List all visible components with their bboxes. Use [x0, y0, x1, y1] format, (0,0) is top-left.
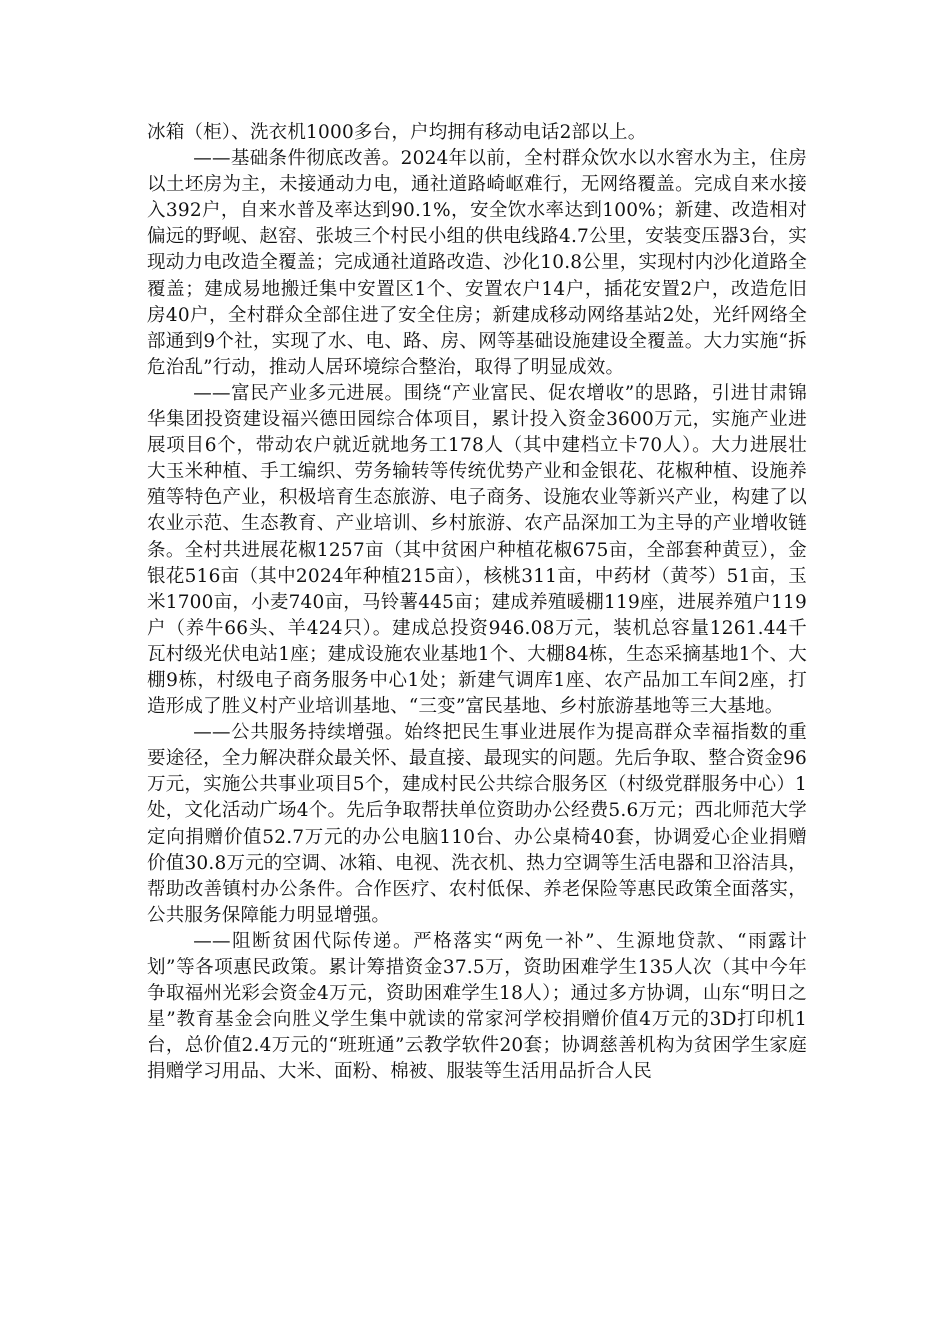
- paragraph-education: ——阻断贫困代际传递。严格落实“两免一补”、生源地贷款、“雨露计划”等各项惠民政策。累计筹措资金37.5万，资助困难学生135人次（其中今年争取福州光彩会资金4万元，资助困难学生18人）；通过多方协调，山东“明日之星”教育基金会向胜义学生集中就读的常家河学校捐赠价值4万元的3D打印机1台，总价值2.4万元的“班班通”云教学软件20套；协调慈善机构为贫困学生家庭捐赠学习用品、大米、面粉、棉被、服装等生活用品折合人民: [147, 930, 807, 1083]
- paragraph-public-service: ——公共服务持续增强。始终把民生事业进展作为提高群众幸福指数的重要途径，全力解决群众最关怀、最直接、最现实的问题。先后争取、整合资金96万元，实施公共事业项目5个，建成村民公共综合服务区（村级党群服务中心）1处，文化活动广场4个。先后争取帮扶单位资助办公经费5.6万元；西北师范大学定向捐赠价值52.7万元的办公电脑110台、办公桌椅40套，协调爱心企业捐赠价值30.8万元的空调、冰箱、电视、洗衣机、热力空调等生活电器和卫浴洁具，帮助改善镇村办公条件。合作医疗、农村低保、养老保险等惠民政策全面落实，公共服务保障能力明显增强。: [147, 722, 807, 926]
- paragraph-industry: ——富民产业多元进展。围绕“产业富民、促农增收”的思路，引进甘肃锦华集团投资建设福兴德田园综合体项目，累计投入资金3600万元，实施产业进展项目6个，带动农户就近就地务工178人（其中建档立卡70人）。大力进展壮大玉米种植、手工编织、劳务输转等传统优势产业和金银花、花椒种植、设施养殖等特色产业，积极培育生态旅游、电子商务、设施农业等新兴产业，构建了以农业示范、生态教育、产业培训、乡村旅游、农产品深加工为主导的产业增收链条。全村共进展花椒1257亩（其中贫困户种植花椒675亩，全部套种黄豆），金银花516亩（其中2024年种植215亩），核桃311亩，中药材（黄芩）51亩，玉米1700亩，小麦740亩，马铃薯445亩；建成养殖暖棚119座，进展养殖户119户（养牛66头、羊424只）。建成总投资946.08万元，装机总容量1261.44千瓦村级光伏电站1座；建成设施农业基地1个、大棚84栋，生态采摘基地1个、大棚9栋，村级电子商务服务中心1处；新建气调库1座、农产品加工车间2座，打造形成了胜义村产业培训基地、“三变”富民基地、乡村旅游基地等三大基地。: [147, 382, 807, 718]
- document-body: [147, 120, 807, 1085]
- paragraph-infrastructure: ——基础条件彻底改善。2024年以前，全村群众饮水以水窖水为主，住房以土坯房为主，未接通动力电，通社道路崎岖难行，无网络覆盖。完成自来水接入392户，自来水普及率达到90.1%，安全饮水率达到100%；新建、改造相对偏远的野岘、赵窑、张坡三个村民小组的供电线路4.7公里，安装变压器3台，实现动力电改造全覆盖；完成通社道路改造、沙化10.8公里，实现村内沙化道路全覆盖；建成易地搬迁集中安置区1个、安置农户14户，插花安置2户，改造危旧房40户，全村群众全部住进了安全住房；新建成移动网络基站2处，光纤网络全部通到9个社，实现了水、电、路、房、网等基础设施建设全覆盖。大力实施“拆危治乱”行动，推动人居环境综合整治，取得了明显成效。: [147, 148, 807, 378]
- paragraph-appliances: 冰箱（柜）、洗衣机1000多台，户均拥有移动电话2部以上。: [147, 122, 647, 143]
